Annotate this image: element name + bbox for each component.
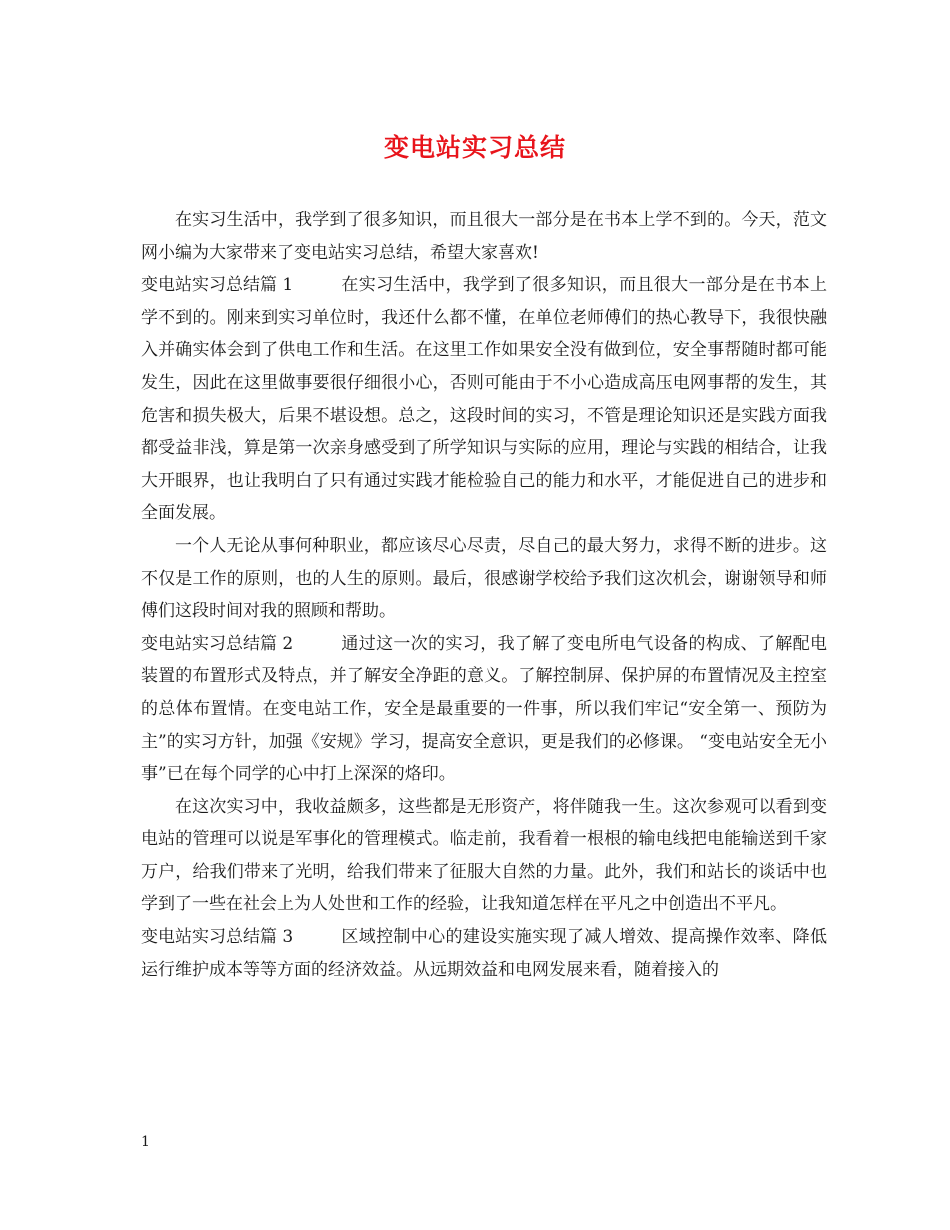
page-number: 1	[141, 1134, 150, 1150]
paragraph-intro	[141, 204, 827, 269]
paragraph-text: 区域控制中心的建设实施实现了减人增效、提高操作效率、降低运行维护成本等等方面的经济效益。从远期效益和电网发展来看，随着接入的	[141, 927, 827, 980]
paragraph-section-1	[141, 269, 827, 530]
paragraph-section-1-continued	[141, 530, 827, 628]
section-heading-3: 变电站实习总结篇 3	[141, 927, 294, 948]
paragraph-section-2-continued	[141, 791, 827, 921]
paragraph-text: 通过这一次的实习，我了解了变电所电气设备的构成、了解配电装置的布置形式及特点，并了解安全净距的意义。了解控制屏、保护屏的布置情况及主控室的总体布置情。在变电站工作，安全是最重要的一件事，所以我们牢记“安全第一、预防为主”的实习方针，加强《安规》学习，提高安全意识，更是我们的必修课。 “变电站安全无小事”已在每个同学的心中打上深深的烙印。	[141, 633, 827, 785]
document-title: 变电站实习总结	[383, 133, 566, 162]
paragraph-text: 在实习生活中，我学到了很多知识，而且很大一部分是在书本上学不到的。今天，范文网小编为大家带来了变电站实习总结，希望大家喜欢!	[141, 210, 827, 263]
paragraph-text: 在实习生活中，我学到了很多知识，而且很大一部分是在书本上学不到的。刚来到实习单位时，我还什么都不懂，在单位老师傅们的热心教导下，我很快融入并确实体会到了供电工作和生活。在这里工作如果安全没有做到位，安全事帮随时都可能发生，因此在这里做事要很仔细很小心，否则可能由于不小心造成高压电网事帮的发生，其危害和损失极大，后果不堪设想。总之，这段时间的实习，不管是理论知识还是实践方面我都受益非浅，算是第一次亲身感受到了所学知识与实际的应用，理论与实践的相结合，让我大开眼界，也让我明白了只有通过实践才能检验自己的能力和水平，才能促进自己的进步和全面发展。	[141, 275, 827, 524]
paragraph-text: 一个人无论从事何种职业，都应该尽心尽责，尽自己的最大努力，求得不断的进步。这不仅是工作的原则，也的人生的原则。最后，很感谢学校给予我们这次机会，谢谢领导和师傅们这段时间对我的照顾和帮助。	[141, 535, 827, 622]
paragraph-section-3	[141, 921, 827, 986]
paragraph-section-2	[141, 628, 827, 791]
document-body	[141, 204, 827, 986]
paragraph-text: 在这次实习中，我收益颇多，这些都是无形资产，将伴随我一生。这次参观可以看到变电站的管理可以说是军事化的管理模式。临走前，我看着一根根的输电线把电能输送到千家万户，给我们带来了光明，给我们带来了征服大自然的力量。此外，我们和站长的谈话中也学到了一些在社会上为人处世和工作的经验，让我知道怎样在平凡之中创造出不平凡。	[141, 796, 827, 915]
section-heading-2: 变电站实习总结篇 2	[141, 633, 294, 654]
section-heading-1: 变电站实习总结篇 1	[141, 275, 294, 296]
